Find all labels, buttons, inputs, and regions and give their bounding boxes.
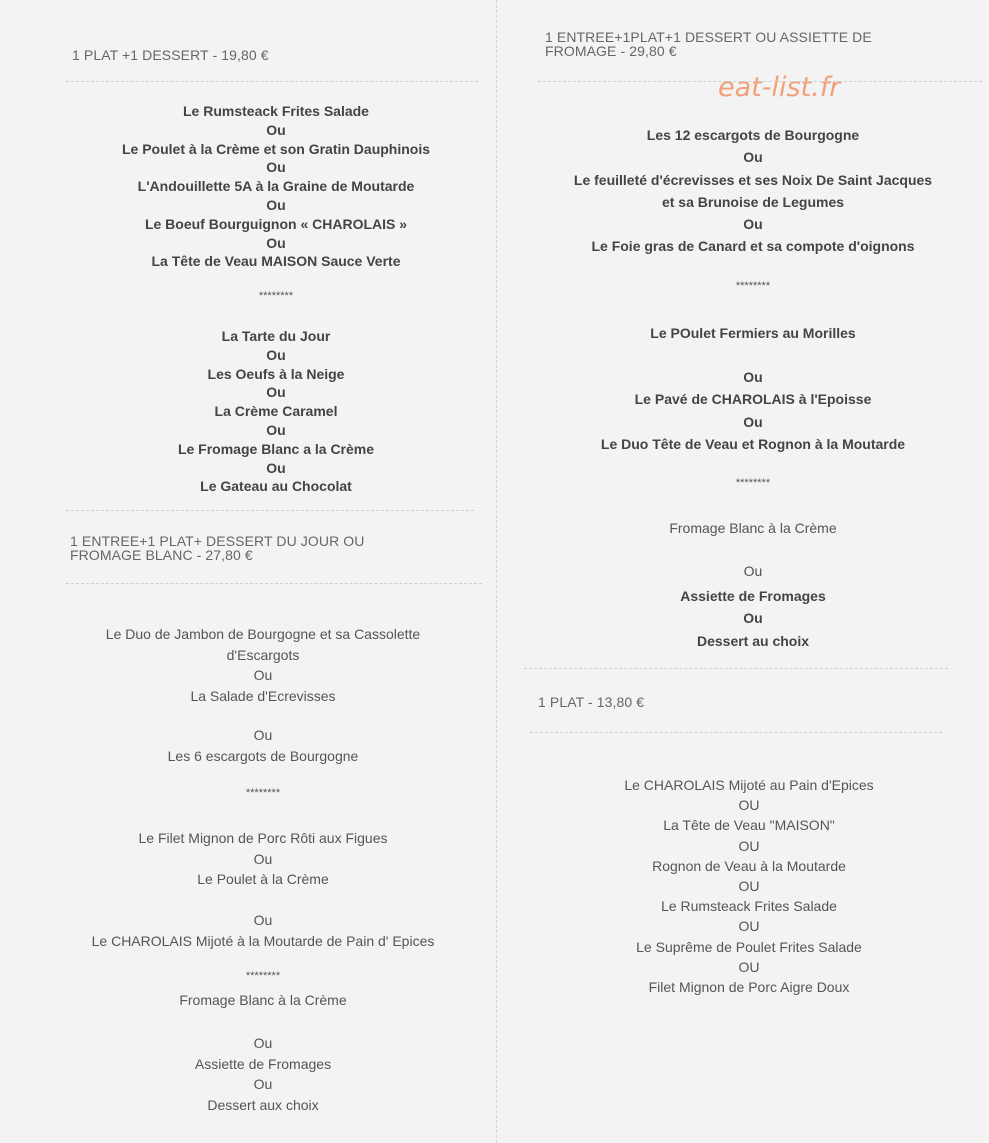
menu3-separator-1: ******** [735, 280, 771, 292]
menu3-heading [545, 30, 872, 58]
menu1-dessert-item: Les Oeufs à la Neige [207, 365, 345, 382]
menu2-dessert: Assiette de Fromages [194, 1055, 332, 1072]
menu4-item: Le Suprême de Poulet Frites Salade [636, 938, 862, 955]
menu4-heading: 1 PLAT - 13,80 € [538, 694, 645, 710]
menu2-starter: Les 6 escargots de Bourgogne [167, 747, 359, 764]
menu3-starters [534, 124, 972, 258]
menu1-or: Ou [266, 421, 286, 438]
menu3-separator-2: ******** [735, 477, 771, 489]
menu2-dessert: Dessert aux choix [207, 1096, 319, 1113]
menu3-mains [534, 366, 972, 455]
menu3-main: Le Pavé de CHAROLAIS à l'Epoisse [634, 391, 872, 408]
menu1-mains [66, 102, 486, 271]
menu1-or: Ou [266, 121, 286, 138]
menu3-bottom-divider [524, 668, 948, 669]
menu4-item: Le Rumsteack Frites Salade [661, 898, 837, 915]
menu1-main-item: Le Boeuf Bourguignon « CHAROLAIS » [144, 215, 408, 232]
menu1-or: Ou [266, 196, 286, 213]
menu1-heading: 1 PLAT +1 DESSERT - 19,80 € [72, 47, 269, 63]
menu2-or: Ou [253, 1035, 273, 1051]
menu2-heading-line1: 1 ENTREE+1 PLAT+ DESSERT DU JOUR OU [70, 533, 365, 549]
menu3-dessert: Dessert au choix [696, 632, 810, 649]
menu3-dessert: Fromage Blanc à la Crème [669, 520, 837, 536]
menu4-or: OU [738, 878, 760, 895]
menu2-starter: La Salade d'Ecrevisses [190, 687, 336, 704]
menu3-or: Ou [743, 149, 763, 166]
menu4-item: Le CHAROLAIS Mijoté au Pain d'Epices [624, 777, 874, 793]
menu3-starter-cont: et sa Brunoise de Legumes [661, 193, 845, 210]
menu2-or: Ou [253, 667, 273, 683]
menu1-separator: ******** [258, 290, 294, 302]
menu2-main: Le CHAROLAIS Mijoté à la Moutarde de Pain d' Epices [91, 932, 435, 949]
menu2-or: Ou [253, 850, 273, 867]
menu3-desserts [534, 585, 972, 652]
menu1-desserts [66, 327, 486, 496]
menu2-starter: Le Duo de Jambon de Bourgogne et sa Cassolette [105, 626, 421, 642]
menu3-or: Ou [743, 413, 763, 430]
menu2-starters [62, 624, 464, 706]
menu2-desserts [62, 1033, 464, 1115]
menu3-heading-line1: 1 ENTREE+1PLAT+1 DESSERT OU ASSIETTE DE [545, 29, 872, 45]
menu1-main-item: La Tête de Veau MAISON Sauce Verte [151, 253, 401, 270]
menu1-or: Ou [266, 159, 286, 176]
menu1-or: Ou [266, 346, 286, 363]
menu2-starters-2 [62, 725, 464, 766]
column-divider [496, 0, 497, 1143]
menu1-dessert-item: Le Fromage Blanc a la Crème [177, 440, 375, 457]
menu2-divider [66, 583, 482, 584]
menu3-starter: Le feuilleté d'écrevisses et ses Noix De Saint Jacques [573, 171, 933, 188]
menu3-divider [538, 81, 982, 82]
menu2-or: Ou [253, 912, 273, 928]
menu4-or: OU [738, 918, 760, 935]
menu3-heading-line2: FROMAGE - 29,80 € [545, 43, 677, 59]
menu2-main: Le Poulet à la Crème [197, 871, 329, 887]
menu1-dessert-item: Le Gateau au Chocolat [200, 478, 352, 495]
menu3-starter: Le Foie gras de Canard et sa compote d'oignons [591, 238, 915, 255]
menu1-main-item: Le Poulet à la Crème et son Gratin Dauphinois [121, 140, 431, 157]
menu2-dessert: Fromage Blanc à la Crème [179, 992, 347, 1008]
watermark-logo: eat-list.fr [718, 72, 841, 103]
menu1-or: Ou [266, 384, 286, 401]
menu3-or: Ou [743, 216, 763, 233]
menu2-or: Ou [253, 727, 273, 743]
menu2-heading-line2: FROMAGE BLANC - 27,80 € [70, 547, 253, 563]
menu3-or: Ou [743, 563, 763, 579]
menu1-or: Ou [266, 459, 286, 476]
menu1-main-item: L'Andouillette 5A à la Graine de Moutarde [137, 178, 415, 195]
menu1-dessert-item: La Tarte du Jour [221, 328, 331, 344]
menu4-or: OU [738, 958, 760, 975]
menu1-main-item: Le Rumsteack Frites Salade [183, 103, 369, 119]
menu2-or: Ou [253, 1076, 273, 1092]
menu2-separator-2: ******** [245, 970, 281, 982]
menu4-item: Filet Mignon de Porc Aigre Doux [648, 979, 850, 996]
menu3-or: Ou [743, 369, 763, 385]
menu4-item: La Tête de Veau "MAISON" [663, 817, 835, 834]
menu4-items [546, 775, 952, 997]
menu3-main: Le Duo Tête de Veau et Rognon à la Moutarde [600, 435, 906, 452]
menu4-divider [530, 732, 942, 733]
menu2-starter-cont: d'Escargots [226, 646, 300, 663]
menu2-heading [70, 534, 364, 562]
menu1-divider [66, 81, 478, 82]
menu2-main: Le Filet Mignon de Porc Rôti aux Figues [138, 830, 388, 846]
menu3-starter: Les 12 escargots de Bourgogne [646, 127, 860, 143]
menu3-or: Ou [743, 610, 763, 627]
menu1-or: Ou [266, 234, 286, 251]
menu3-dessert: Assiette de Fromages [680, 588, 826, 604]
menu2-mains-2 [62, 910, 464, 951]
menu1-dessert-item: La Crème Caramel [214, 403, 338, 420]
menu2-mains [62, 828, 464, 890]
menu4-or: OU [738, 837, 760, 854]
menu3-main: Le POulet Fermiers au Morilles [650, 325, 856, 341]
menu2-separator-1: ******** [245, 787, 281, 799]
menu4-item: Rognon de Veau à la Moutarde [652, 857, 846, 874]
menu1-bottom-divider [66, 510, 474, 511]
menu4-or: OU [738, 797, 760, 814]
